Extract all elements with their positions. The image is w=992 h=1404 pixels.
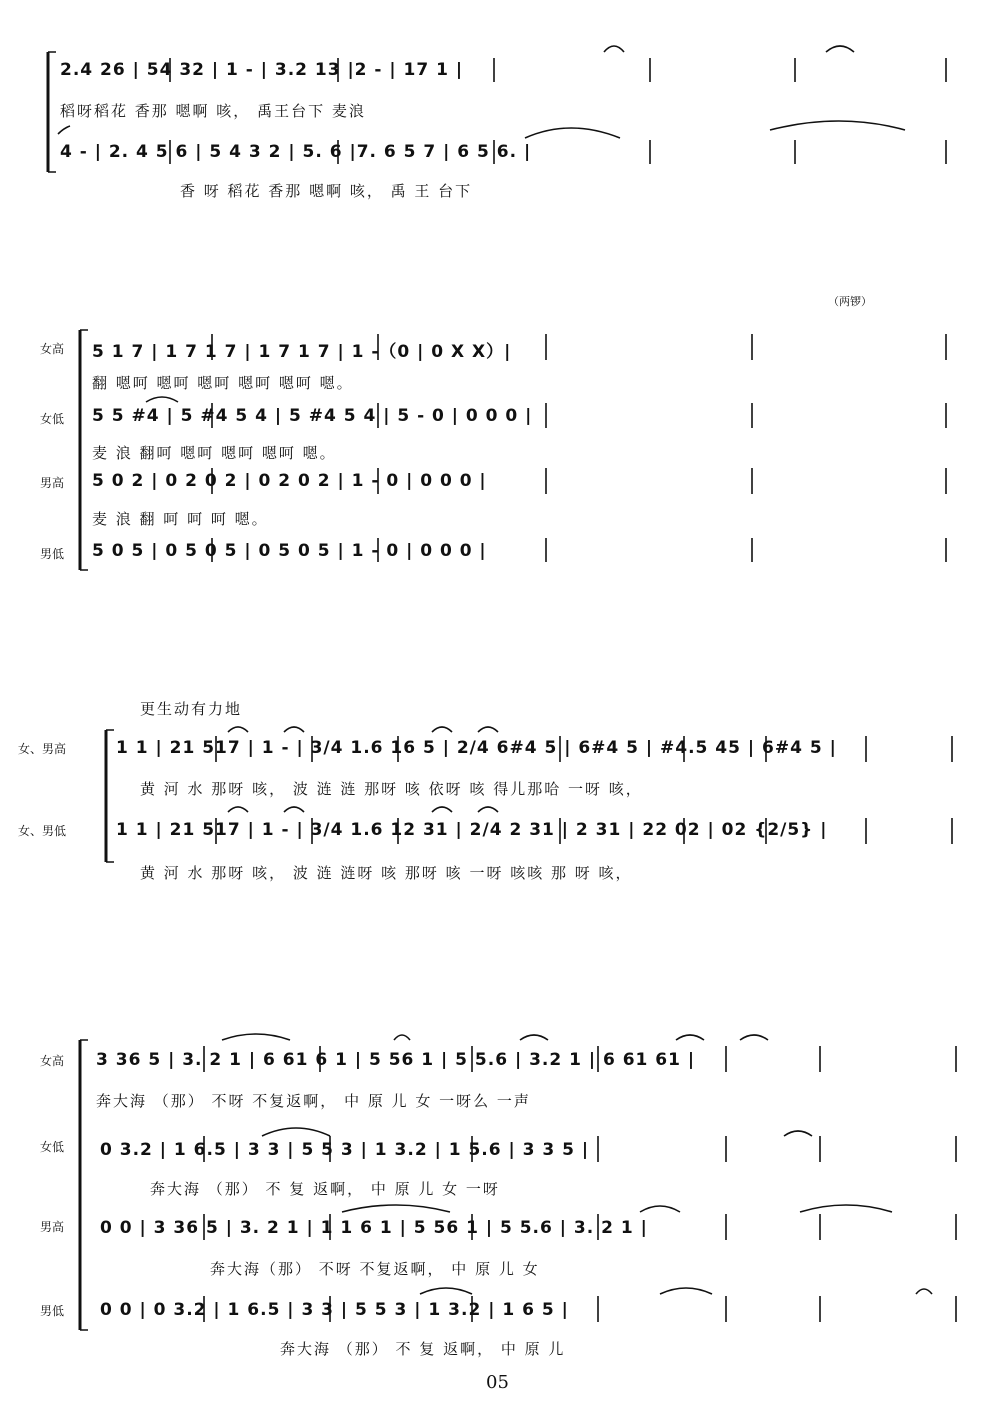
system2-alto-lyrics: 麦 浪 翻呵 嗯呵 嗯呵 嗯呵 嗯。: [92, 444, 337, 462]
annotation-two-gongs: （两锣）: [828, 295, 872, 308]
part-label-soprano: 女高: [40, 342, 65, 356]
system4-alto-lyrics: 奔大海 （那） 不 复 返啊， 中 原 儿 女 一呀: [150, 1180, 500, 1198]
part-label-bass-4: 男低: [40, 1304, 65, 1318]
system2-tenor-lyrics: 麦 浪 翻 呵 呵 呵 嗯。: [92, 510, 269, 528]
system4-bass-notes: 0 0 | 0 3.2 | 1 6.5 | 3 3 | 5 5 3 | 1 3.2 | 1 6 5 |: [100, 1300, 569, 1320]
page-number: 05: [486, 1372, 509, 1393]
system4-tenor-lyrics: 奔大海（那） 不呀 不复返啊， 中 原 儿 女: [210, 1260, 540, 1278]
system1-row1-lyrics: 稻呀稻花 香那 嗯啊 咳， 禹王台下 麦浪: [60, 102, 366, 120]
system2-bass-notes: 5 0 5 | 0 5 0 5 | 0 5 0 5 | 1 - 0 | 0 0 0 |: [92, 541, 487, 561]
system3-lower-notes: 1 1 | 21 517 | 1 - | 3/4 1.6 12 31 | 2/4 2 31 | 2 31 | 22 02 | 02 {2/5} |: [116, 820, 828, 840]
system4-tenor-notes: 0 0 | 3 36 5 | 3. 2 1 | 1 1 6 1 | 5 56 1 | 5 5.6 | 3. 2 1 |: [100, 1218, 648, 1238]
part-label-tenor-4: 男高: [40, 1220, 65, 1234]
system1-row2-notes: 4 - | 2. 4 5 6 | 5 4 3 2 | 5. 6 |7. 6 5 7 | 6 5 6. |: [60, 142, 532, 162]
system4-soprano-notes: 3 36 5 | 3. 2 1 | 6 61 6 1 | 5 56 1 | 5 5.6 | 3.2 1 | 6 61 61 |: [96, 1050, 696, 1070]
part-label-alto: 女低: [40, 412, 65, 426]
system2-soprano-notes: 5 1 7 | 1 7 1 7 | 1 7 1 7 | 1 -（0 | 0 X X）|: [92, 342, 512, 362]
system2-tenor-notes: 5 0 2 | 0 2 0 2 | 0 2 0 2 | 1 - 0 | 0 0 0 |: [92, 471, 487, 491]
system2-alto-notes: 5 5 #4 | 5 #4 5 4 | 5 #4 5 4 | 5 - 0 | 0 0 0 |: [92, 406, 533, 426]
system3-upper-notes: 1 1 | 21 517 | 1 - | 3/4 1.6 16 5 | 2/4 6#4 5 | 6#4 5 | #4.5 45 | 6#4 5 |: [116, 738, 837, 758]
part-label-bass: 男低: [40, 547, 65, 561]
part-label-lower: 女、男低: [18, 824, 67, 838]
part-label-alto-4: 女低: [40, 1140, 65, 1154]
system3-lower-lyrics: 黄 河 水 那呀 咳， 波 涟 涟呀 咳 那呀 咳 一呀 咳咳 那 呀 咳，: [140, 864, 633, 882]
system4-bass-lyrics: 奔大海 （那） 不 复 返啊， 中 原 儿: [280, 1340, 566, 1358]
system4-soprano-lyrics: 奔大海 （那） 不呀 不复返啊， 中 原 儿 女 一呀么 一声: [96, 1092, 531, 1110]
system1-row1-notes: 2.4 26 | 54 32 | 1 - | 3.2 13 |2 - | 17 1 |: [60, 60, 464, 80]
part-label-tenor: 男高: [40, 476, 65, 490]
part-label-upper: 女、男高: [18, 742, 67, 756]
part-label-soprano-4: 女高: [40, 1054, 65, 1068]
system2-soprano-lyrics: 翻 嗯呵 嗯呵 嗯呵 嗯呵 嗯呵 嗯。: [92, 374, 354, 392]
tempo-marking: 更生动有力地: [140, 700, 243, 718]
system1-row2-lyrics: 香 呀 稻花 香那 嗯啊 咳， 禹 王 台下: [180, 182, 473, 200]
system3-upper-lyrics: 黄 河 水 那呀 咳， 波 涟 涟 那呀 咳 依呀 咳 得儿那哈 一呀 咳，: [140, 780, 643, 798]
system4-alto-notes: 0 3.2 | 1 6.5 | 3 3 | 5 5 3 | 1 3.2 | 1 5.6 | 3 3 5 |: [100, 1140, 590, 1160]
